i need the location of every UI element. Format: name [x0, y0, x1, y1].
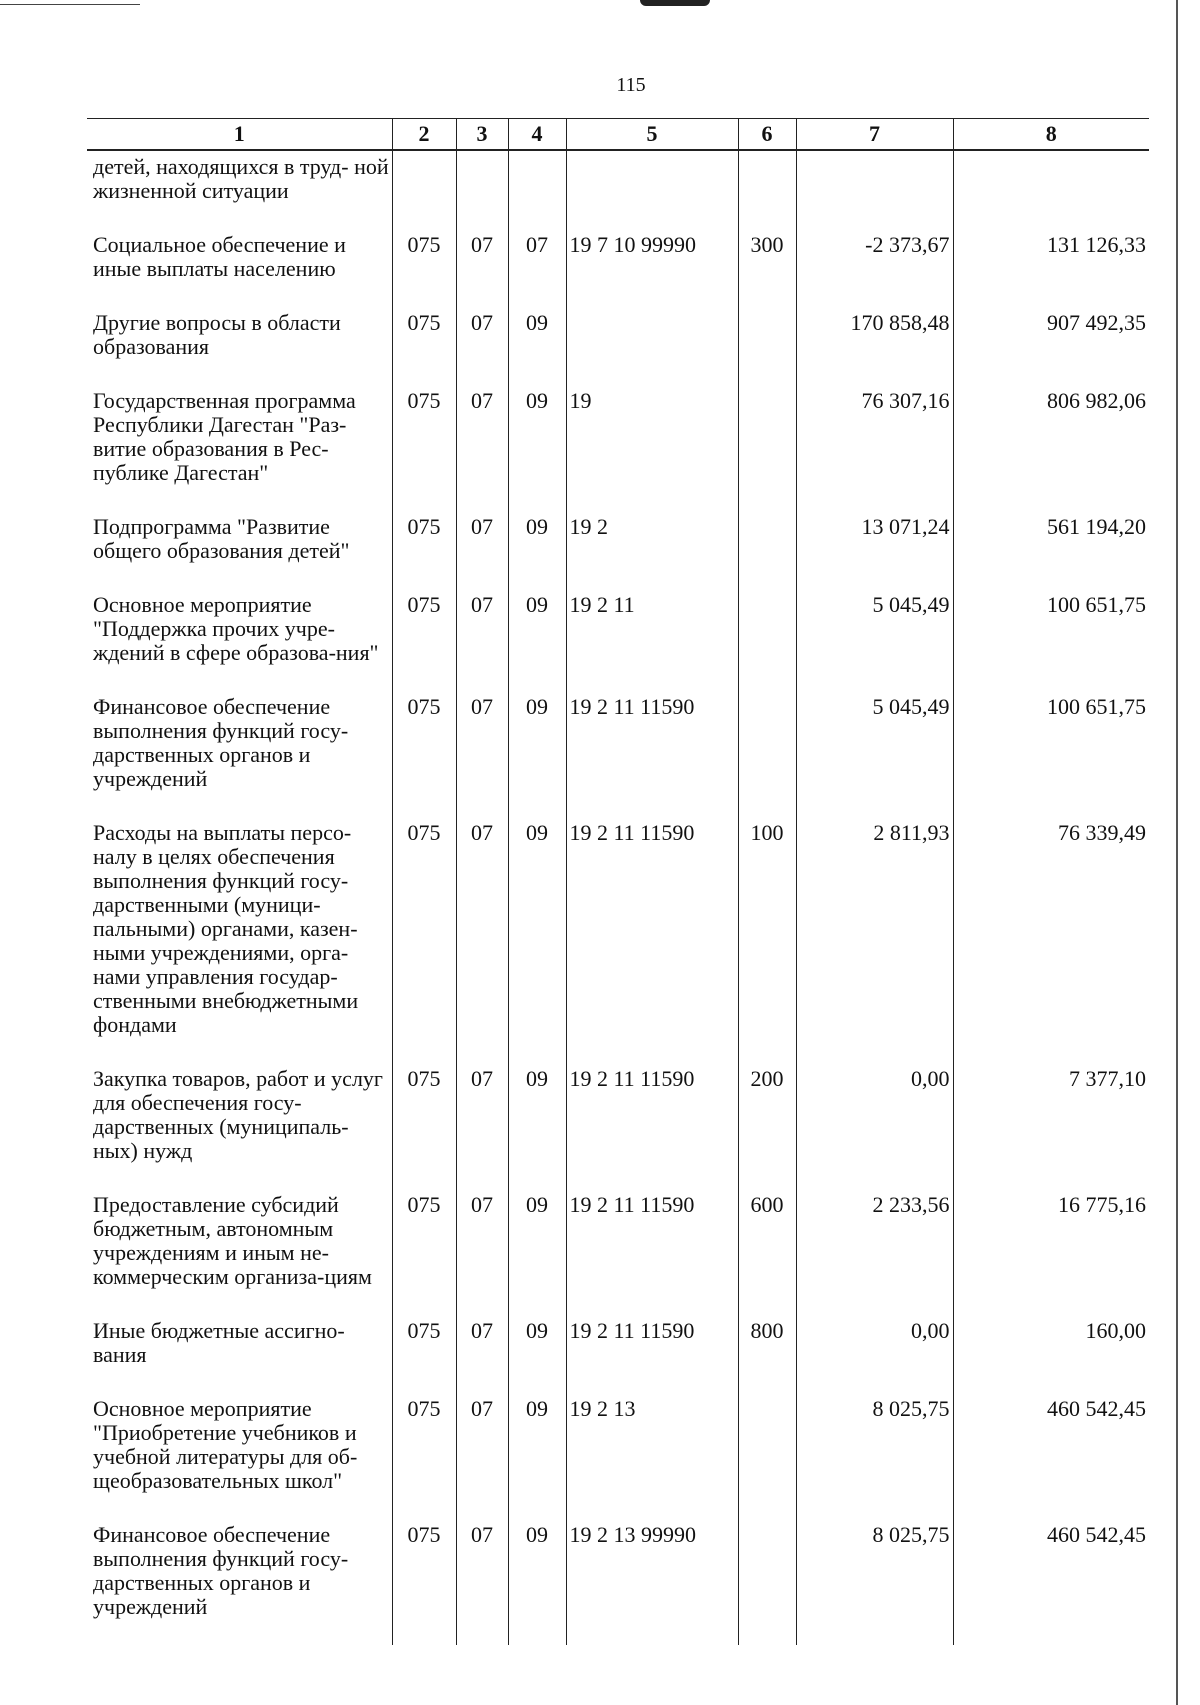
cell-ministry-code: 075: [392, 589, 456, 665]
spacer-cell: [87, 1619, 392, 1645]
spacer-cell: [796, 563, 953, 589]
row-spacer: [87, 791, 1149, 817]
cell-amount-total: 907 492,35: [953, 307, 1149, 359]
cell-amount-total: 160,00: [953, 1315, 1149, 1367]
cell-subsection: 07: [508, 229, 566, 281]
cell-subsection: 09: [508, 511, 566, 563]
cell-ministry-code: 075: [392, 1063, 456, 1163]
cell-amount-total: 460 542,45: [953, 1519, 1149, 1619]
spacer-cell: [566, 1037, 738, 1063]
spacer-cell: [738, 1367, 796, 1393]
spacer-cell: [87, 1493, 392, 1519]
header-col-1: 1: [87, 119, 392, 151]
row-spacer: [87, 281, 1149, 307]
spacer-cell: [953, 1619, 1149, 1645]
scan-edge-line: [1176, 0, 1178, 1705]
cell-description: Социальное обеспечение и иные выплаты населению: [93, 232, 346, 281]
cell-expense-type: 300: [738, 229, 796, 281]
cell-expense-type: 200: [738, 1063, 796, 1163]
cell-expense-type: [738, 1519, 796, 1619]
cell-target-code: 19 2 11 11590: [566, 817, 738, 1037]
spacer-cell: [566, 485, 738, 511]
cell-target-code: 19: [566, 385, 738, 485]
table-row: [87, 1393, 1149, 1493]
spacer-cell: [87, 791, 392, 817]
cell-description: Подпрограмма "Развитие общего образования детей": [93, 514, 350, 563]
cell-section: 07: [456, 1063, 508, 1163]
table-row: [87, 229, 1149, 281]
spacer-cell: [456, 1289, 508, 1315]
cell-amount-change: -2 373,67: [796, 229, 953, 281]
cell-target-code: [566, 307, 738, 359]
header-col-6: 6: [738, 119, 796, 151]
cell-amount-change: [796, 150, 953, 203]
table-row: [87, 385, 1149, 485]
spacer-cell: [456, 791, 508, 817]
spacer-cell: [508, 1163, 566, 1189]
cell-amount-change: 8 025,75: [796, 1393, 953, 1493]
cell-amount-change: 0,00: [796, 1063, 953, 1163]
cell-ministry-code: 075: [392, 385, 456, 485]
cell-subsection: 09: [508, 1315, 566, 1367]
spacer-cell: [456, 485, 508, 511]
cell-ministry-code: 075: [392, 1315, 456, 1367]
spacer-cell: [508, 281, 566, 307]
cell-description: Предоставление субсидий бюджетным, автономным учреждениям и иным не-коммерческим организа-циям: [93, 1192, 372, 1289]
cell-description: Закупка товаров, работ и услуг для обеспечения госу-дарственных (муниципаль-ных) нужд: [93, 1066, 383, 1163]
spacer-cell: [953, 1163, 1149, 1189]
cell-target-code: 19 2 13: [566, 1393, 738, 1493]
spacer-cell: [87, 203, 392, 229]
spacer-cell: [508, 359, 566, 385]
cell-ministry-code: 075: [392, 229, 456, 281]
spacer-cell: [392, 563, 456, 589]
row-spacer: [87, 1619, 1149, 1645]
cell-amount-total: 7 377,10: [953, 1063, 1149, 1163]
spacer-cell: [392, 665, 456, 691]
header-col-4: 4: [508, 119, 566, 151]
cell-expense-type: [738, 150, 796, 203]
table-row: [87, 1063, 1149, 1163]
row-spacer: [87, 1163, 1149, 1189]
spacer-cell: [87, 1367, 392, 1393]
cell-amount-total: 460 542,45: [953, 1393, 1149, 1493]
spacer-cell: [456, 281, 508, 307]
spacer-cell: [456, 1163, 508, 1189]
header-col-3: 3: [456, 119, 508, 151]
spacer-cell: [87, 359, 392, 385]
spacer-cell: [392, 1619, 456, 1645]
spacer-cell: [953, 1367, 1149, 1393]
spacer-cell: [566, 1619, 738, 1645]
cell-ministry-code: 075: [392, 691, 456, 791]
cell-subsection: 09: [508, 817, 566, 1037]
spacer-cell: [738, 1619, 796, 1645]
scan-artifact-mark: [640, 0, 710, 6]
cell-expense-type: 600: [738, 1189, 796, 1289]
spacer-cell: [953, 281, 1149, 307]
cell-target-code: 19 2 11 11590: [566, 1315, 738, 1367]
cell-section: 07: [456, 691, 508, 791]
table-row: [87, 150, 1149, 203]
cell-subsection: 09: [508, 1519, 566, 1619]
budget-table: [87, 118, 1149, 1645]
spacer-cell: [738, 485, 796, 511]
spacer-cell: [508, 1367, 566, 1393]
spacer-cell: [738, 281, 796, 307]
spacer-cell: [456, 359, 508, 385]
row-spacer: [87, 485, 1149, 511]
spacer-cell: [796, 1163, 953, 1189]
cell-section: 07: [456, 1393, 508, 1493]
cell-amount-total: 16 775,16: [953, 1189, 1149, 1289]
header-col-7: 7: [796, 119, 953, 151]
table-row: [87, 691, 1149, 791]
spacer-cell: [738, 563, 796, 589]
spacer-cell: [456, 665, 508, 691]
table-row: [87, 589, 1149, 665]
cell-expense-type: 100: [738, 817, 796, 1037]
cell-section: 07: [456, 229, 508, 281]
cell-description: Расходы на выплаты персо-налу в целях обеспечения выполнения функций госу-дарственными (муници-пальными) органами, казен-ными учреждениями, орга-нами управления государ-ственными внебюджетными фондами: [93, 820, 359, 1037]
cell-ministry-code: [392, 150, 456, 203]
cell-amount-change: 13 071,24: [796, 511, 953, 563]
spacer-cell: [566, 1493, 738, 1519]
cell-section: 07: [456, 817, 508, 1037]
table-row: [87, 511, 1149, 563]
spacer-cell: [392, 1037, 456, 1063]
cell-description: Основное мероприятие "Поддержка прочих учре-ждений в сфере образова-ния": [93, 592, 379, 665]
cell-amount-total: 100 651,75: [953, 691, 1149, 791]
row-spacer: [87, 1037, 1149, 1063]
cell-amount-change: 5 045,49: [796, 589, 953, 665]
spacer-cell: [566, 791, 738, 817]
spacer-cell: [566, 203, 738, 229]
spacer-cell: [953, 1289, 1149, 1315]
row-spacer: [87, 563, 1149, 589]
spacer-cell: [796, 1493, 953, 1519]
spacer-cell: [738, 203, 796, 229]
spacer-cell: [392, 203, 456, 229]
cell-section: 07: [456, 1315, 508, 1367]
cell-section: 07: [456, 511, 508, 563]
spacer-cell: [456, 1619, 508, 1645]
cell-amount-total: 131 126,33: [953, 229, 1149, 281]
spacer-cell: [953, 485, 1149, 511]
spacer-cell: [566, 1289, 738, 1315]
table-body: [87, 150, 1149, 1645]
spacer-cell: [566, 359, 738, 385]
spacer-cell: [738, 1163, 796, 1189]
cell-amount-change: 2 233,56: [796, 1189, 953, 1289]
cell-amount-total: [953, 150, 1149, 203]
spacer-cell: [392, 1289, 456, 1315]
cell-section: 07: [456, 1519, 508, 1619]
table-header-row: [87, 119, 1149, 151]
cell-expense-type: [738, 1393, 796, 1493]
spacer-cell: [456, 1367, 508, 1393]
spacer-cell: [87, 281, 392, 307]
spacer-cell: [508, 1037, 566, 1063]
spacer-cell: [796, 1367, 953, 1393]
spacer-cell: [508, 665, 566, 691]
row-spacer: [87, 1493, 1149, 1519]
cell-section: [456, 150, 508, 203]
spacer-cell: [87, 1163, 392, 1189]
cell-description: Финансовое обеспечение выполнения функций госу-дарственных органов и учреждений: [93, 1522, 349, 1619]
spacer-cell: [796, 1619, 953, 1645]
cell-ministry-code: 075: [392, 1189, 456, 1289]
spacer-cell: [87, 665, 392, 691]
spacer-cell: [738, 1493, 796, 1519]
spacer-cell: [738, 1289, 796, 1315]
table-row: [87, 307, 1149, 359]
spacer-cell: [508, 1289, 566, 1315]
cell-subsection: 09: [508, 1063, 566, 1163]
spacer-cell: [953, 563, 1149, 589]
spacer-cell: [796, 203, 953, 229]
row-spacer: [87, 1289, 1149, 1315]
cell-target-code: 19 2: [566, 511, 738, 563]
spacer-cell: [456, 203, 508, 229]
spacer-cell: [456, 1493, 508, 1519]
spacer-cell: [953, 791, 1149, 817]
spacer-cell: [953, 1493, 1149, 1519]
spacer-cell: [508, 203, 566, 229]
cell-target-code: 19 2 11: [566, 589, 738, 665]
cell-subsection: 09: [508, 589, 566, 665]
row-spacer: [87, 665, 1149, 691]
spacer-cell: [508, 1493, 566, 1519]
spacer-cell: [796, 281, 953, 307]
cell-subsection: 09: [508, 307, 566, 359]
cell-section: 07: [456, 589, 508, 665]
spacer-cell: [738, 1037, 796, 1063]
spacer-cell: [508, 1619, 566, 1645]
spacer-cell: [796, 791, 953, 817]
spacer-cell: [392, 359, 456, 385]
table-row: [87, 817, 1149, 1037]
cell-description: Основное мероприятие "Приобретение учебников и учебной литературы для об-щеобразовательных школ": [93, 1396, 358, 1493]
cell-subsection: 09: [508, 385, 566, 485]
header-col-2: 2: [392, 119, 456, 151]
row-spacer: [87, 359, 1149, 385]
spacer-cell: [796, 485, 953, 511]
spacer-cell: [796, 1037, 953, 1063]
cell-expense-type: [738, 511, 796, 563]
spacer-cell: [566, 281, 738, 307]
cell-expense-type: [738, 589, 796, 665]
cell-expense-type: [738, 691, 796, 791]
spacer-cell: [508, 791, 566, 817]
spacer-cell: [87, 1037, 392, 1063]
cell-section: 07: [456, 385, 508, 485]
cell-description: детей, находящихся в труд- ной жизненной ситуации: [93, 154, 389, 203]
cell-target-code: [566, 150, 738, 203]
spacer-cell: [392, 1493, 456, 1519]
cell-ministry-code: 075: [392, 1393, 456, 1493]
spacer-cell: [392, 1163, 456, 1189]
cell-ministry-code: 075: [392, 817, 456, 1037]
cell-subsection: 09: [508, 1393, 566, 1493]
cell-section: 07: [456, 1189, 508, 1289]
spacer-cell: [508, 563, 566, 589]
spacer-cell: [392, 1367, 456, 1393]
spacer-cell: [508, 485, 566, 511]
cell-description: Государственная программа Республики Дагестан "Раз-витие образования в Рес-публике Дагестан": [93, 388, 356, 485]
cell-description: Другие вопросы в области образования: [93, 310, 341, 359]
spacer-cell: [87, 563, 392, 589]
cell-amount-change: 76 307,16: [796, 385, 953, 485]
cell-amount-total: 806 982,06: [953, 385, 1149, 485]
spacer-cell: [392, 485, 456, 511]
cell-target-code: 19 2 11 11590: [566, 691, 738, 791]
header-col-8: 8: [953, 119, 1149, 151]
spacer-cell: [796, 359, 953, 385]
cell-subsection: 09: [508, 691, 566, 791]
spacer-cell: [738, 791, 796, 817]
cell-ministry-code: 075: [392, 1519, 456, 1619]
spacer-cell: [953, 1037, 1149, 1063]
cell-amount-change: 2 811,93: [796, 817, 953, 1037]
table-row: [87, 1189, 1149, 1289]
spacer-cell: [392, 281, 456, 307]
cell-ministry-code: 075: [392, 511, 456, 563]
header-col-5: 5: [566, 119, 738, 151]
spacer-cell: [953, 359, 1149, 385]
spacer-cell: [953, 665, 1149, 691]
cell-amount-change: 170 858,48: [796, 307, 953, 359]
cell-section: 07: [456, 307, 508, 359]
cell-amount-total: 76 339,49: [953, 817, 1149, 1037]
spacer-cell: [87, 1289, 392, 1315]
spacer-cell: [953, 203, 1149, 229]
spacer-cell: [392, 791, 456, 817]
cell-amount-change: 5 045,49: [796, 691, 953, 791]
spacer-cell: [87, 485, 392, 511]
cell-ministry-code: 075: [392, 307, 456, 359]
table-row: [87, 1519, 1149, 1619]
cell-amount-total: 100 651,75: [953, 589, 1149, 665]
cell-expense-type: 800: [738, 1315, 796, 1367]
spacer-cell: [738, 359, 796, 385]
cell-target-code: 19 2 11 11590: [566, 1189, 738, 1289]
cell-subsection: [508, 150, 566, 203]
spacer-cell: [738, 665, 796, 691]
spacer-cell: [566, 665, 738, 691]
scan-artifact-line: [0, 4, 140, 5]
cell-amount-change: 8 025,75: [796, 1519, 953, 1619]
table-row: [87, 1315, 1149, 1367]
spacer-cell: [456, 1037, 508, 1063]
cell-amount-change: 0,00: [796, 1315, 953, 1367]
cell-subsection: 09: [508, 1189, 566, 1289]
cell-description: Финансовое обеспечение выполнения функций госу-дарственных органов и учреждений: [93, 694, 349, 791]
row-spacer: [87, 203, 1149, 229]
cell-description: Иные бюджетные ассигно-вания: [93, 1318, 345, 1367]
cell-target-code: 19 7 10 99990: [566, 229, 738, 281]
spacer-cell: [566, 1163, 738, 1189]
row-spacer: [87, 1367, 1149, 1393]
cell-target-code: 19 2 13 99990: [566, 1519, 738, 1619]
spacer-cell: [796, 1289, 953, 1315]
cell-expense-type: [738, 307, 796, 359]
spacer-cell: [566, 563, 738, 589]
cell-target-code: 19 2 11 11590: [566, 1063, 738, 1163]
spacer-cell: [796, 665, 953, 691]
spacer-cell: [456, 563, 508, 589]
cell-amount-total: 561 194,20: [953, 511, 1149, 563]
spacer-cell: [566, 1367, 738, 1393]
cell-expense-type: [738, 385, 796, 485]
page-number: 115: [616, 74, 646, 96]
